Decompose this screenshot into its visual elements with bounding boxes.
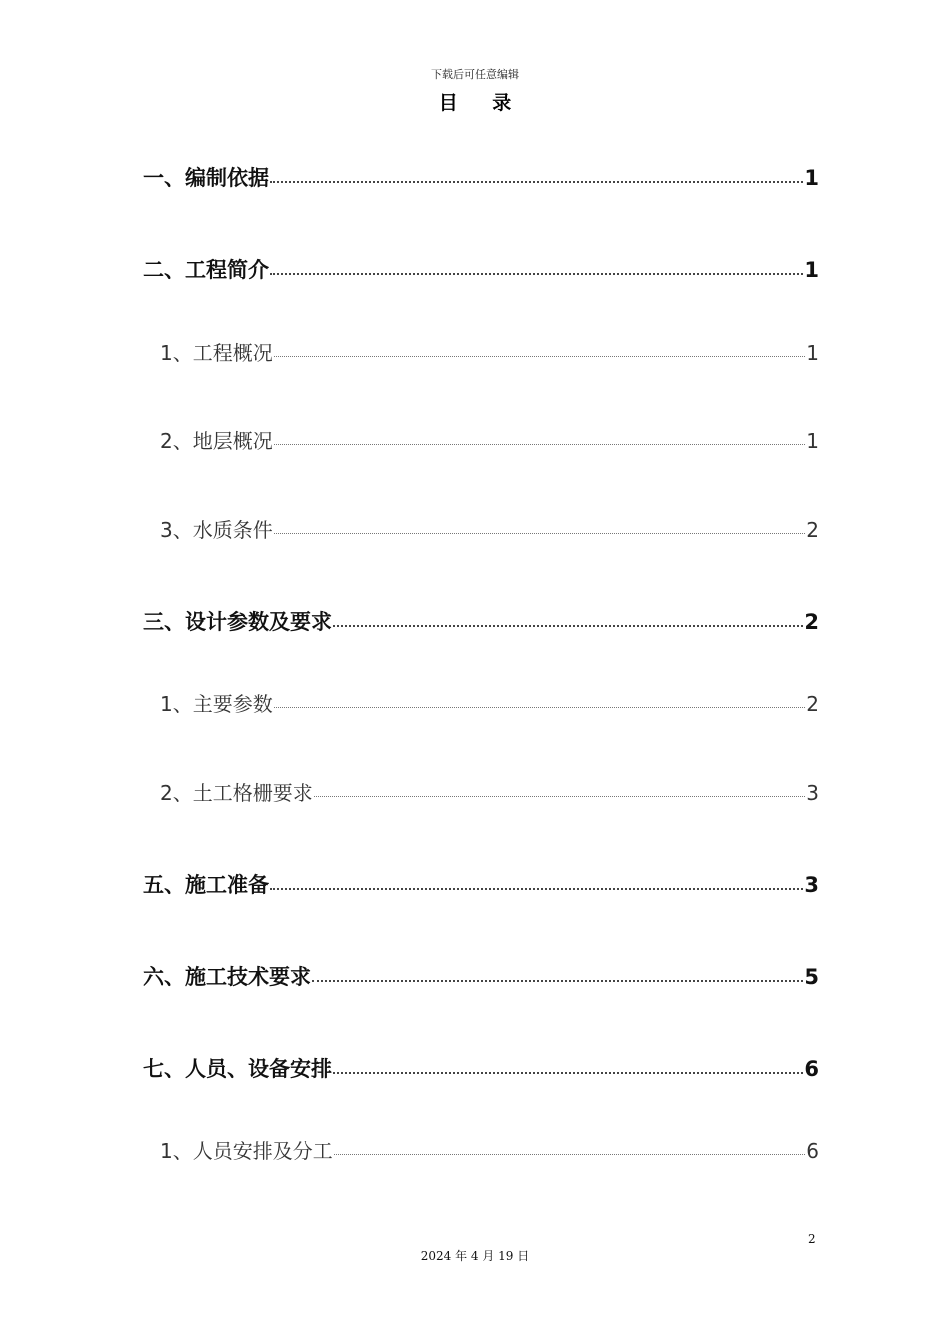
toc-entry[interactable]: [160, 337, 819, 366]
toc-entry-page: 6: [806, 1139, 819, 1163]
toc-leader-dots: [274, 691, 806, 711]
toc-leader-dots: [333, 1055, 803, 1076]
toc-entry-label: 1、人员安排及分工: [160, 1139, 333, 1163]
toc-title: 目 录: [438, 92, 526, 114]
toc-leader-dots: [274, 428, 806, 448]
toc-entry-label: 七、人员、设备安排: [143, 1057, 332, 1081]
toc-entry-label: 2、地层概况: [160, 429, 273, 453]
toc-leader-dots: [314, 780, 806, 800]
toc-entry[interactable]: [160, 425, 819, 454]
toc-entry-label: 六、施工技术要求: [143, 965, 311, 989]
header-note: 下载后可任意编辑: [431, 68, 519, 81]
toc-leader-dots: [274, 340, 806, 360]
toc-leader-dots: [274, 517, 806, 537]
toc-entry-label: 1、主要参数: [160, 692, 273, 716]
toc-entry-label: 二、工程简介: [143, 258, 269, 282]
toc-entry-page: 2: [806, 518, 819, 542]
toc-entry[interactable]: [160, 514, 819, 543]
toc-leader-dots: [334, 1138, 806, 1158]
footer-date: 2024 年 4 月 19 日: [420, 1249, 530, 1263]
toc-entry-page: 1: [804, 258, 819, 282]
toc-entry-label: 一、编制依据: [143, 166, 269, 190]
toc-entry[interactable]: [160, 688, 819, 717]
toc-entry[interactable]: [143, 254, 819, 284]
toc-entry[interactable]: [160, 777, 819, 806]
toc-leader-dots: [270, 871, 803, 892]
toc-entry-page: 3: [806, 781, 819, 805]
toc-leader-dots: [270, 256, 803, 277]
toc-entry[interactable]: [143, 869, 819, 899]
toc-entry-page: 1: [806, 341, 819, 365]
toc-leader-dots: [270, 164, 803, 185]
toc-entry-label: 五、施工准备: [143, 873, 269, 897]
toc-leader-dots: [312, 963, 803, 984]
page-number: 2: [808, 1232, 816, 1246]
toc-entry-page: 5: [804, 965, 819, 989]
toc-entry[interactable]: [143, 961, 819, 991]
toc-entry-page: 3: [804, 873, 819, 897]
toc-leader-dots: [333, 608, 803, 629]
toc-entry[interactable]: [160, 1135, 819, 1164]
toc-entry-page: 2: [806, 692, 819, 716]
toc-entry-label: 3、水质条件: [160, 518, 273, 542]
toc-entry-label: 2、土工格栅要求: [160, 781, 313, 805]
toc-entry-page: 1: [806, 429, 819, 453]
toc-entry-page: 6: [804, 1057, 819, 1081]
toc-entry-page: 2: [804, 610, 819, 634]
toc-entry[interactable]: [143, 606, 819, 636]
toc-entry[interactable]: [143, 1053, 819, 1083]
toc-entry-label: 三、设计参数及要求: [143, 610, 332, 634]
toc-entry-page: 1: [804, 166, 819, 190]
toc-entry-label: 1、工程概况: [160, 341, 273, 365]
toc-entry[interactable]: [143, 162, 819, 192]
